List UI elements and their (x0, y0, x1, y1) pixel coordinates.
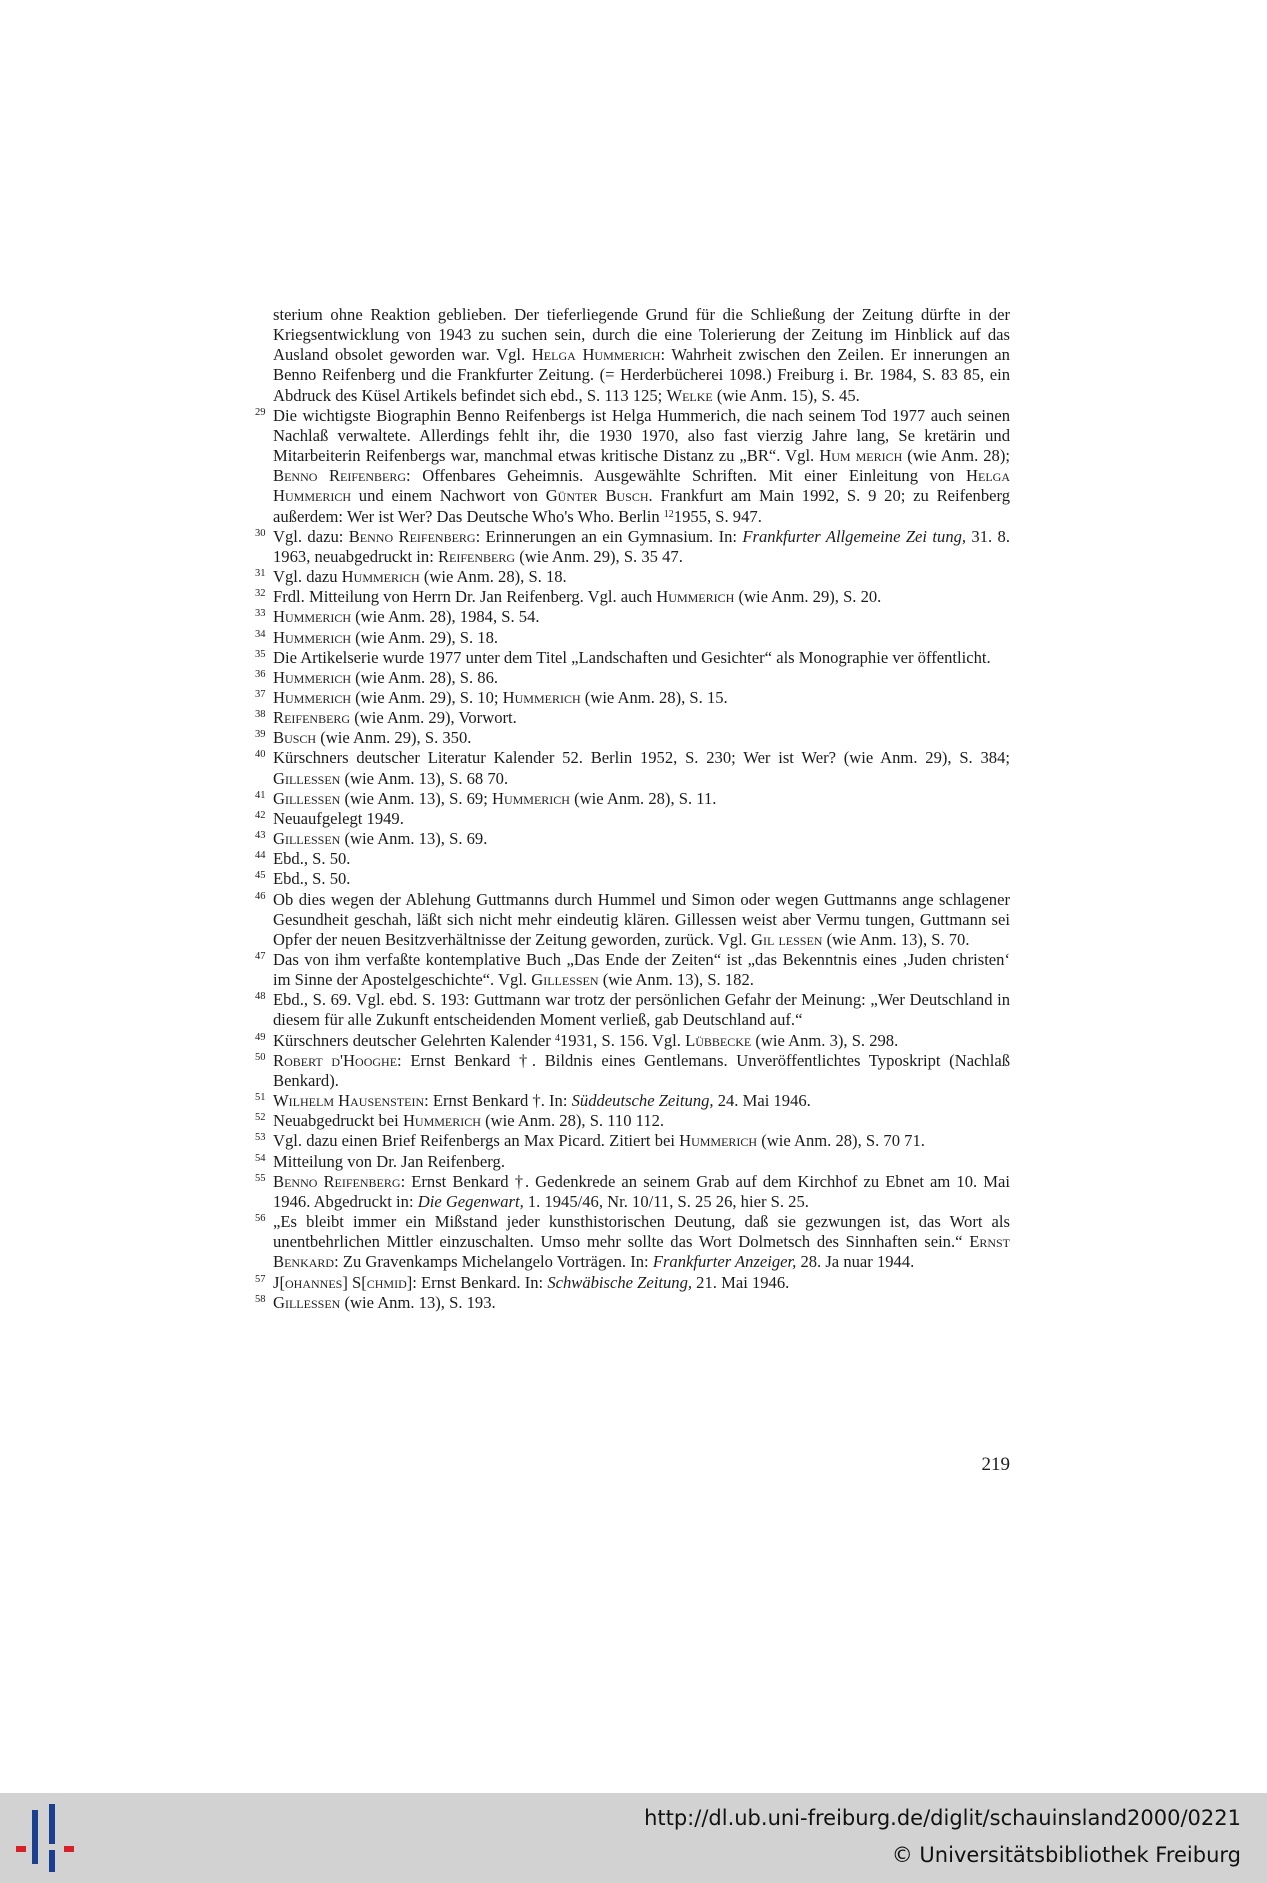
footnote-number: 47 (255, 951, 266, 962)
footnote-number: 56 (255, 1213, 266, 1225)
footnote-29 (255, 406, 1010, 527)
author-name: Gillessen (273, 768, 341, 788)
footnote-text: (wie Anm. 28), S. 15. (580, 687, 728, 707)
footnote-text: (wie Anm. 15), S. 45. (712, 385, 860, 405)
author-name: Robert d'Hooghe (273, 1050, 398, 1070)
author-name: Gil lessen (751, 929, 823, 949)
footnote-text: Kürschners deutscher Gelehrten Kalender (273, 1030, 555, 1050)
footnote-text: 28. Ja nuar 1944. (796, 1252, 915, 1272)
footnote-number: 37 (255, 688, 266, 700)
footnote-number: 53 (255, 1132, 266, 1144)
footnote-number: 43 (255, 830, 266, 842)
footnote-40 (255, 748, 1010, 788)
footnote-50 (255, 1051, 1010, 1091)
author-name: Gillessen (273, 1292, 341, 1312)
author-name: Lübbecke (685, 1030, 752, 1050)
footnote-number: 52 (255, 1112, 266, 1124)
footnote-text: (wie Anm. 29), S. 35 47. (515, 546, 683, 566)
footnote-51 (255, 1091, 1010, 1111)
footnote-text: . Frankfurt am Main 1992, S. 9 20; zu Reifenberg außerdem: Wer ist Wer? Das Deutsche Who's Who. Berlin (273, 486, 1010, 526)
footnote-text: (wie Anm. 28), S. 11. (569, 788, 717, 808)
footnote-54 (255, 1152, 1010, 1172)
footnote-text: : Zu Gravenkamps Michelangelo Vorträgen. In: (334, 1252, 653, 1272)
footnote-text: (wie Anm. 13), S. 69; (340, 788, 492, 808)
author-name: Helga Hummerich (531, 345, 661, 365)
footnote-text: 21. Mai 1946. (692, 1272, 790, 1292)
footnote-number: 50 (255, 1051, 266, 1063)
footnote-number: 58 (255, 1293, 266, 1305)
footnote-number: 38 (255, 709, 266, 721)
author-name: Ernst Benkard (273, 1232, 1010, 1272)
author-name: Reifenberg (273, 708, 351, 728)
publication-title: Frankfurter Allgemeine Zei tung, (742, 526, 967, 546)
footnote-number: 30 (255, 527, 266, 539)
edition-superscript: 4 (554, 1032, 560, 1044)
footnote-text: (wie Anm. 28), S. 110 112. (480, 1111, 665, 1131)
footnote-text: : Ernst Benkard †. Gedenkrede an seinem Grab auf dem Kirchhof zu Ebnet am 10. Mai 1946. Abgedruckt in: (273, 1171, 1010, 1211)
footnote-number: 54 (255, 1152, 266, 1164)
copyright-notice: © Universitätsbibliothek Freiburg (891, 1843, 1241, 1867)
footnote-number: 46 (255, 890, 266, 902)
footnote-43 (255, 829, 1010, 849)
footnote-text: Ebd., S. 69. Vgl. ebd. S. 193: Guttmann war trotz der persönlichen Gefahr der Meinung: „Wer Deutschland in diesem für alle Zukunft entscheidenden Moment verließ, gab Deutschland auf.“ (273, 990, 1010, 1030)
footnote-28-continued (255, 305, 1010, 406)
author-name: Helga Hummerich (273, 466, 1010, 506)
footnote-35 (255, 648, 1010, 668)
footnote-text: 1. 1945/46, Nr. 10/11, S. 25 26, hier S. 25. (523, 1191, 809, 1211)
footnote-text: Ebd., S. 50. (273, 849, 351, 869)
author-name: Günter Busch (545, 486, 649, 506)
footnote-text: : Ernst Benkard †. Bildnis eines Gentlemans. Unveröffentlichtes Typoskript (Nachlaß Benkard). (273, 1050, 1010, 1090)
footnote-text: (wie Anm. 29), Vorwort. (350, 708, 517, 728)
author-name: Hummerich (273, 667, 351, 687)
author-name: Hummerich (273, 627, 351, 647)
footnote-39 (255, 728, 1010, 748)
footnote-text: 1955, S. 947. (673, 506, 762, 526)
publication-title: Frankfurter Anzeiger, (652, 1252, 797, 1272)
footnote-number: 42 (255, 809, 266, 821)
author-name: Benno Reifenberg (273, 1171, 401, 1191)
footnote-42 (255, 809, 1010, 829)
footnote-text: Die wichtigste Biographin Benno Reifenbergs ist Helga Hummerich, die nach seinem Tod 1977 auch seinen Nachlaß verwaltete. Allerdings fehlt ihr, die 1930 1970, also fast vierzig Jahre lang, Se kretärin und Mitarbeiterin Reifenbergs war, manchmal etwas kritische Distanz zu „BR“. Vgl. (273, 405, 1010, 466)
author-name: Hummerich (502, 687, 581, 707)
footnote-53 (255, 1131, 1010, 1151)
footnote-text: sterium ohne Reaktion geblieben. Der tieferliegende Grund für die Schließung der Zeitung dürfte in der Kriegsentwicklung von 1943 zu suchen sein, durch die eine Tolerierung der Zeitung im Hinblick auf das Ausland obsolet geworden war. Vgl. (273, 305, 1010, 365)
author-name: Hummerich (341, 567, 420, 587)
author-name: Hummerich (273, 607, 351, 627)
publication-title: Die Gegenwart, (417, 1191, 524, 1211)
footnote-text: : Ernst Benkard. In: (412, 1272, 548, 1292)
footnote-37 (255, 688, 1010, 708)
footnote-57 (255, 1273, 1010, 1293)
footnote-number: 29 (255, 406, 266, 418)
footnote-text: : Erinnerungen an ein Gymnasium. In: (475, 526, 743, 546)
footnote-text: (wie Anm. 29), S. 350. (316, 728, 472, 748)
footnote-47 (255, 950, 1010, 990)
footnote-text: Ebd., S. 50. (273, 869, 351, 889)
author-name: Gillessen (273, 788, 341, 808)
footnote-text: : Ernst Benkard †. In: (424, 1091, 572, 1111)
author-name: Benno Reifenberg (348, 526, 476, 546)
footnote-number: 49 (255, 1031, 266, 1043)
footnote-38 (255, 708, 1010, 728)
footnote-text: 31. 8. 1963, neuabgedruckt in: (273, 526, 1010, 566)
library-logo-icon (16, 1804, 80, 1872)
author-name: Benno Reifenberg (273, 466, 407, 486)
footnote-text: (wie Anm. 13), S. 193. (340, 1292, 496, 1312)
footnote-text: (wie Anm. 28), 1984, S. 54. (351, 607, 540, 627)
footnote-44 (255, 849, 1010, 869)
author-name: Hummerich (402, 1111, 481, 1131)
footnote-text: (wie Anm. 28), S. 70 71. (757, 1131, 925, 1151)
footnote-number: 40 (255, 749, 266, 761)
footnote-text: (wie Anm. 29), S. 10; (351, 687, 503, 707)
footnote-56 (255, 1212, 1010, 1272)
footnote-text: „Es bleibt immer ein Mißstand jeder kunsthistorischen Deutung, daß sie gezwungen ist, das Wort als unentbehrlichen Mittler einzuschalten. Umso mehr sollte das Wort Dolmetsch des Sinnhaften sein.“ (273, 1212, 1010, 1252)
footnote-36 (255, 668, 1010, 688)
footnote-text: (wie Anm. 3), S. 298. (751, 1030, 899, 1050)
footnote-55 (255, 1172, 1010, 1212)
footnote-text: Neuaufgelegt 1949. (273, 808, 404, 828)
footnote-33 (255, 607, 1010, 627)
footnote-text: : Wahrheit zwischen den Zeilen. Er innerungen an Benno Reifenberg und die Frankfurter Zeitung. (= Herderbücherei 1098.) Freiburg i. Br. 1984, S. 83 85, ein Abdruck des Küsel Artikels befindet sich ebd., S. 113 125; (273, 345, 1010, 405)
footnote-text: (wie Anm. 29), S. 18. (351, 627, 499, 647)
author-name: Hummerich (656, 587, 735, 607)
author-name: J[ohannes] S[chmid] (273, 1272, 413, 1292)
footnote-number: 55 (255, 1172, 266, 1184)
footnote-number: 45 (255, 870, 266, 882)
footnote-number: 39 (255, 729, 266, 741)
footnote-text: (wie Anm. 28); (902, 446, 1010, 466)
footnote-text: (wie Anm. 13), S. 69. (340, 829, 488, 849)
footnote-text: Mitteilung von Dr. Jan Reifenberg. (273, 1151, 505, 1171)
footnote-text: Die Artikelserie wurde 1977 unter dem Titel „Landschaften und Gesichter“ als Monographie ver öffentlicht. (273, 647, 991, 667)
footnote-52 (255, 1111, 1010, 1131)
author-name: Hum merich (819, 446, 903, 466)
author-name: Hummerich (679, 1131, 758, 1151)
footnote-number: 57 (255, 1273, 266, 1285)
footnote-text: (wie Anm. 29), S. 20. (734, 587, 882, 607)
footnote-58 (255, 1293, 1010, 1313)
author-name: Wilhelm Hausenstein (273, 1091, 425, 1111)
footnote-48 (255, 990, 1010, 1030)
footnote-text: Neuabgedruckt bei (273, 1111, 403, 1131)
footnote-number: 48 (255, 991, 266, 1003)
author-name: Gillessen (531, 970, 599, 990)
footnote-number: 32 (255, 588, 266, 600)
footnote-text: Vgl. dazu (273, 567, 342, 587)
footnote-number: 33 (255, 608, 266, 620)
footnote-number: 31 (255, 568, 266, 580)
footnote-text: (wie Anm. 28), S. 86. (351, 667, 499, 687)
footnote-45 (255, 869, 1010, 889)
footnote-text: 1931, S. 156. Vgl. (559, 1030, 686, 1050)
footnote-text: : Offenbares Geheimnis. Ausgewählte Schriften. Mit einer Einleitung von (406, 466, 967, 486)
author-name: Busch (273, 728, 317, 748)
footnote-number: 41 (255, 789, 266, 801)
footnote-text: (wie Anm. 13), S. 68 70. (340, 768, 509, 788)
footnote-30 (255, 527, 1010, 567)
footnote-text: und einem Nachwort von (351, 486, 546, 506)
footnote-31 (255, 567, 1010, 587)
footnote-text: 24. Mai 1946. (713, 1091, 811, 1111)
author-name: Gillessen (273, 829, 341, 849)
footnote-text: Frdl. Mitteilung von Herrn Dr. Jan Reifenberg. Vgl. auch (273, 587, 657, 607)
footnote-46 (255, 890, 1010, 950)
publication-title: Schwäbische Zeitung, (547, 1272, 693, 1292)
footnote-text: (wie Anm. 13), S. 182. (598, 970, 754, 990)
footnote-49 (255, 1031, 1010, 1051)
footnote-text: Ob dies wegen der Ablehung Guttmanns durch Hummel und Simon oder wegen Guttmanns ange schlagener Gesundheit geschah, läßt sich nicht mehr eindeutig klären. Gillessen weist aber Vermu tungen, Guttmann sei Opfer der neuen Besitzverhältnisse der Zeitung geworden, zurück. Vgl. (273, 889, 1010, 949)
permalink-url[interactable]: http://dl.ub.uni-freiburg.de/diglit/schauinsland2000/0221 (644, 1806, 1241, 1830)
footnote-32 (255, 587, 1010, 607)
author-name: Reifenberg (437, 546, 516, 566)
footer-bar (0, 1793, 1267, 1883)
footnote-number: 51 (255, 1092, 266, 1104)
footnote-text: (wie Anm. 13), S. 70. (822, 929, 970, 949)
footnote-text: Das von ihm verfaßte kontemplative Buch „Das Ende der Zeiten“ ist „das Bekenntnis eines ‚Juden christen‘ im Sinne der Apostelgeschichte“. Vgl. (273, 950, 1010, 990)
footnote-number: 34 (255, 628, 266, 640)
author-name: Welke (666, 385, 713, 405)
author-name: Hummerich (273, 687, 351, 707)
publication-title: Süddeutsche Zeitung, (571, 1091, 714, 1111)
footnote-text: Vgl. dazu: (273, 526, 349, 546)
footnote-number: 35 (255, 648, 266, 660)
footnote-41 (255, 789, 1010, 809)
author-name: Hummerich (491, 788, 570, 808)
footnote-text: (wie Anm. 28), S. 18. (419, 567, 567, 587)
footnotes (255, 305, 1010, 1313)
footnote-number: 44 (255, 850, 266, 862)
edition-superscript: 12 (663, 508, 674, 520)
footnote-34 (255, 628, 1010, 648)
footnote-number: 36 (255, 668, 266, 680)
footnote-text: Vgl. dazu einen Brief Reifenbergs an Max Picard. Zitiert bei (273, 1131, 680, 1151)
footnote-text: Kürschners deutscher Literatur Kalender 52. Berlin 1952, S. 230; Wer ist Wer? (wie Anm. 29), S. 384; (273, 748, 1010, 768)
page-number: 219 (981, 1454, 1010, 1475)
